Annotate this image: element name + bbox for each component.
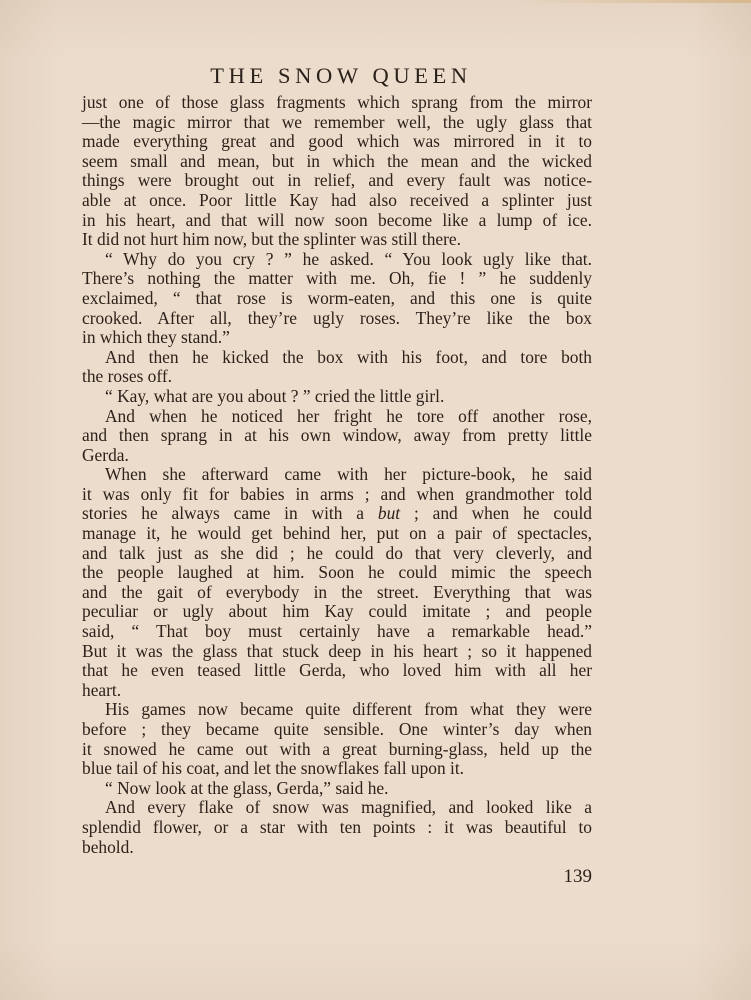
text-line: splendid flower, or a star with ten points : it was beautiful to [82, 816, 592, 837]
text-line: But it was the glass that stuck deep in his heart ; so it happened [82, 640, 592, 661]
text-line: And then he kicked the box with his foot, and tore both [105, 346, 592, 367]
text-line: “ Kay, what are you about ? ” cried the little girl. [105, 385, 445, 406]
text-line: before ; they became quite sensible. One winter’s day when [82, 719, 592, 739]
text-line: the people laughed at him. Soon he could mimic the speech [82, 562, 592, 583]
text-line: There’s nothing the matter with me. Oh, fie ! ” he suddenly [82, 268, 592, 289]
body-text [82, 93, 592, 857]
text-line: “ Now look at the glass, Gerda,” said he. [105, 777, 389, 798]
page-edge-shadow [520, 0, 751, 3]
text-line: His games now became quite different from what they were [105, 699, 592, 720]
text-line: just one of those glass fragments which sprang from the mirror [82, 92, 592, 112]
text-line: And when he noticed her fright he tore off another rose, [105, 405, 592, 426]
text-line: behold. [82, 836, 134, 857]
text-line: things were brought out in relief, and every fault was notice- [82, 170, 592, 191]
text-line: peculiar or ugly about him Kay could imitate ; and people [82, 601, 592, 622]
text-line: It did not hurt him now, but the splinter was still there. [82, 229, 462, 250]
text-line: When she afterward came with her picture-book, he said [105, 464, 592, 485]
text-line: and the gait of everybody in the street. Everything that was [82, 581, 592, 602]
text-line: said, “ That boy must certainly have a remarkable head.” [82, 621, 592, 642]
text-line: And every flake of snow was magnified, and looked like a [105, 797, 592, 818]
text-line: it snowed he came out with a great burning-glass, held up the [82, 738, 592, 759]
text-line: and then sprang in at his own window, away from pretty little [82, 425, 592, 446]
text-line: —the magic mirror that we remember well, the ugly glass that [82, 111, 592, 132]
text-line: manage it, he would get behind her, put on a pair of spectacles, [82, 523, 592, 544]
text-line: crooked. After all, they’re ugly roses. They’re like the box [82, 307, 592, 328]
text-line: blue tail of his coat, and let the snowflakes fall upon it. [82, 758, 465, 779]
text-line: that he even teased little Gerda, who loved him with all her [82, 660, 592, 681]
text-line: heart. [82, 679, 122, 700]
text-line: it was only fit for babies in arms ; and when grandmother told [82, 483, 592, 504]
text-line: Gerda. [82, 444, 129, 465]
text-line: exclaimed, “ that rose is worm-eaten, and this one is quite [82, 287, 592, 308]
text-line: the roses off. [82, 366, 172, 387]
text-line: “ Why do you cry ? ” he asked. “ You look ugly like that. [105, 248, 592, 269]
text-line: in which they stand.” [82, 327, 230, 348]
text-line: made everything great and good which was mirrored in it to [82, 131, 592, 152]
text-line: and talk just as she did ; he could do that very cleverly, and [82, 542, 592, 563]
running-head: THE SNOW QUEEN [210, 63, 472, 88]
page-number: 139 [563, 866, 592, 887]
text-line: able at once. Poor little Kay had also received a splinter just [82, 189, 592, 210]
text-line: in his heart, and that will now soon become like a lump of ice. [82, 209, 592, 230]
text-line: seem small and mean, but in which the mean and the wicked [82, 150, 592, 171]
text-line: stories he always came in with a but ; and when he could [82, 503, 592, 524]
